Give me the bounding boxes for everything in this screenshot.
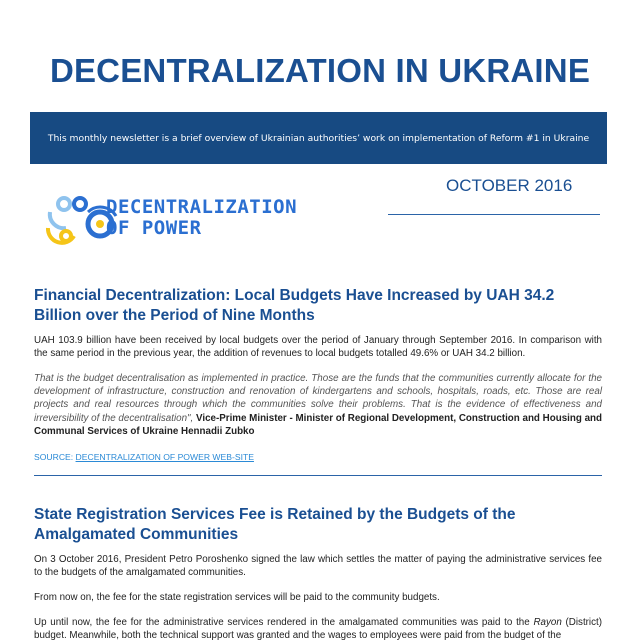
article-2-paragraph-3 — [34, 616, 602, 642]
logo-line-2: OF POWER — [106, 217, 202, 239]
article-2-heading: State Registration Services Fee is Retained by the Budgets of the Amalgamated Communities — [34, 506, 516, 543]
para3-part-b: (District) budget. Meanwhile, both the technical support was granted and the wages to employees were paid from the budget of the — [34, 617, 602, 642]
article-1-paragraph: UAH 103.9 billion have been received by local budgets over the period of January through September 2016. In comparison with the same period in the previous year, the addition of revenues to local budgets totalled 49.6% or UAH 34.2 billion. — [34, 335, 602, 360]
quote-author: Vice-Prime Minister - Minister of Regional Development, Construction and Housing and Communal Services of Ukraine Hennadii Zubko — [34, 412, 602, 437]
newsletter-title: DECENTRALIZATION IN UKRAINE — [49, 52, 591, 89]
article-2-paragraph-2: From now on, the fee for the state registration services will be paid to the community budgets. — [34, 592, 440, 603]
logo-line-1: DECENTRALIZATION — [106, 196, 298, 218]
article-1-source — [34, 452, 254, 462]
article-divider — [34, 475, 602, 476]
source-link[interactable]: DECENTRALIZATION OF POWER WEB-SITE — [75, 452, 254, 462]
logo-text — [106, 197, 297, 239]
month-divider — [388, 214, 600, 215]
quote-text: That is the budget decentralisation as implemented in practice. Those are the funds that the communities currently allocate for the development of infrastructure, construction and renovation of kindergartens and schools, hospitals, roads, etc. Those are real projects and real resources through which the communities solve their problems. That is the evidence of effectiveness and irreversibility of the decentralisation", — [34, 373, 602, 424]
banner-text: This monthly newsletter is a brief overview of Ukrainian authorities’ work on implementation of Reform #1 in Ukraine — [47, 132, 590, 144]
article-1-quote — [34, 372, 602, 438]
issue-month: OCTOBER 2016 — [446, 176, 573, 195]
article-1-heading: Financial Decentralization: Local Budgets Have Increased by UAH 34.2 Billion over the Period of Nine Months — [34, 287, 555, 324]
newsletter-banner — [30, 112, 607, 164]
para3-rayon: Rayon — [533, 617, 562, 628]
source-label: SOURCE: — [34, 452, 74, 462]
para3-part-a: Up until now, the fee for the administrative services rendered in the amalgamated communities was paid to the — [34, 617, 534, 628]
article-2-paragraph-1: On 3 October 2016, President Petro Poroshenko signed the law which settles the matter of paying the administrative services fee to the budgets of the amalgamated communities. — [34, 554, 602, 579]
